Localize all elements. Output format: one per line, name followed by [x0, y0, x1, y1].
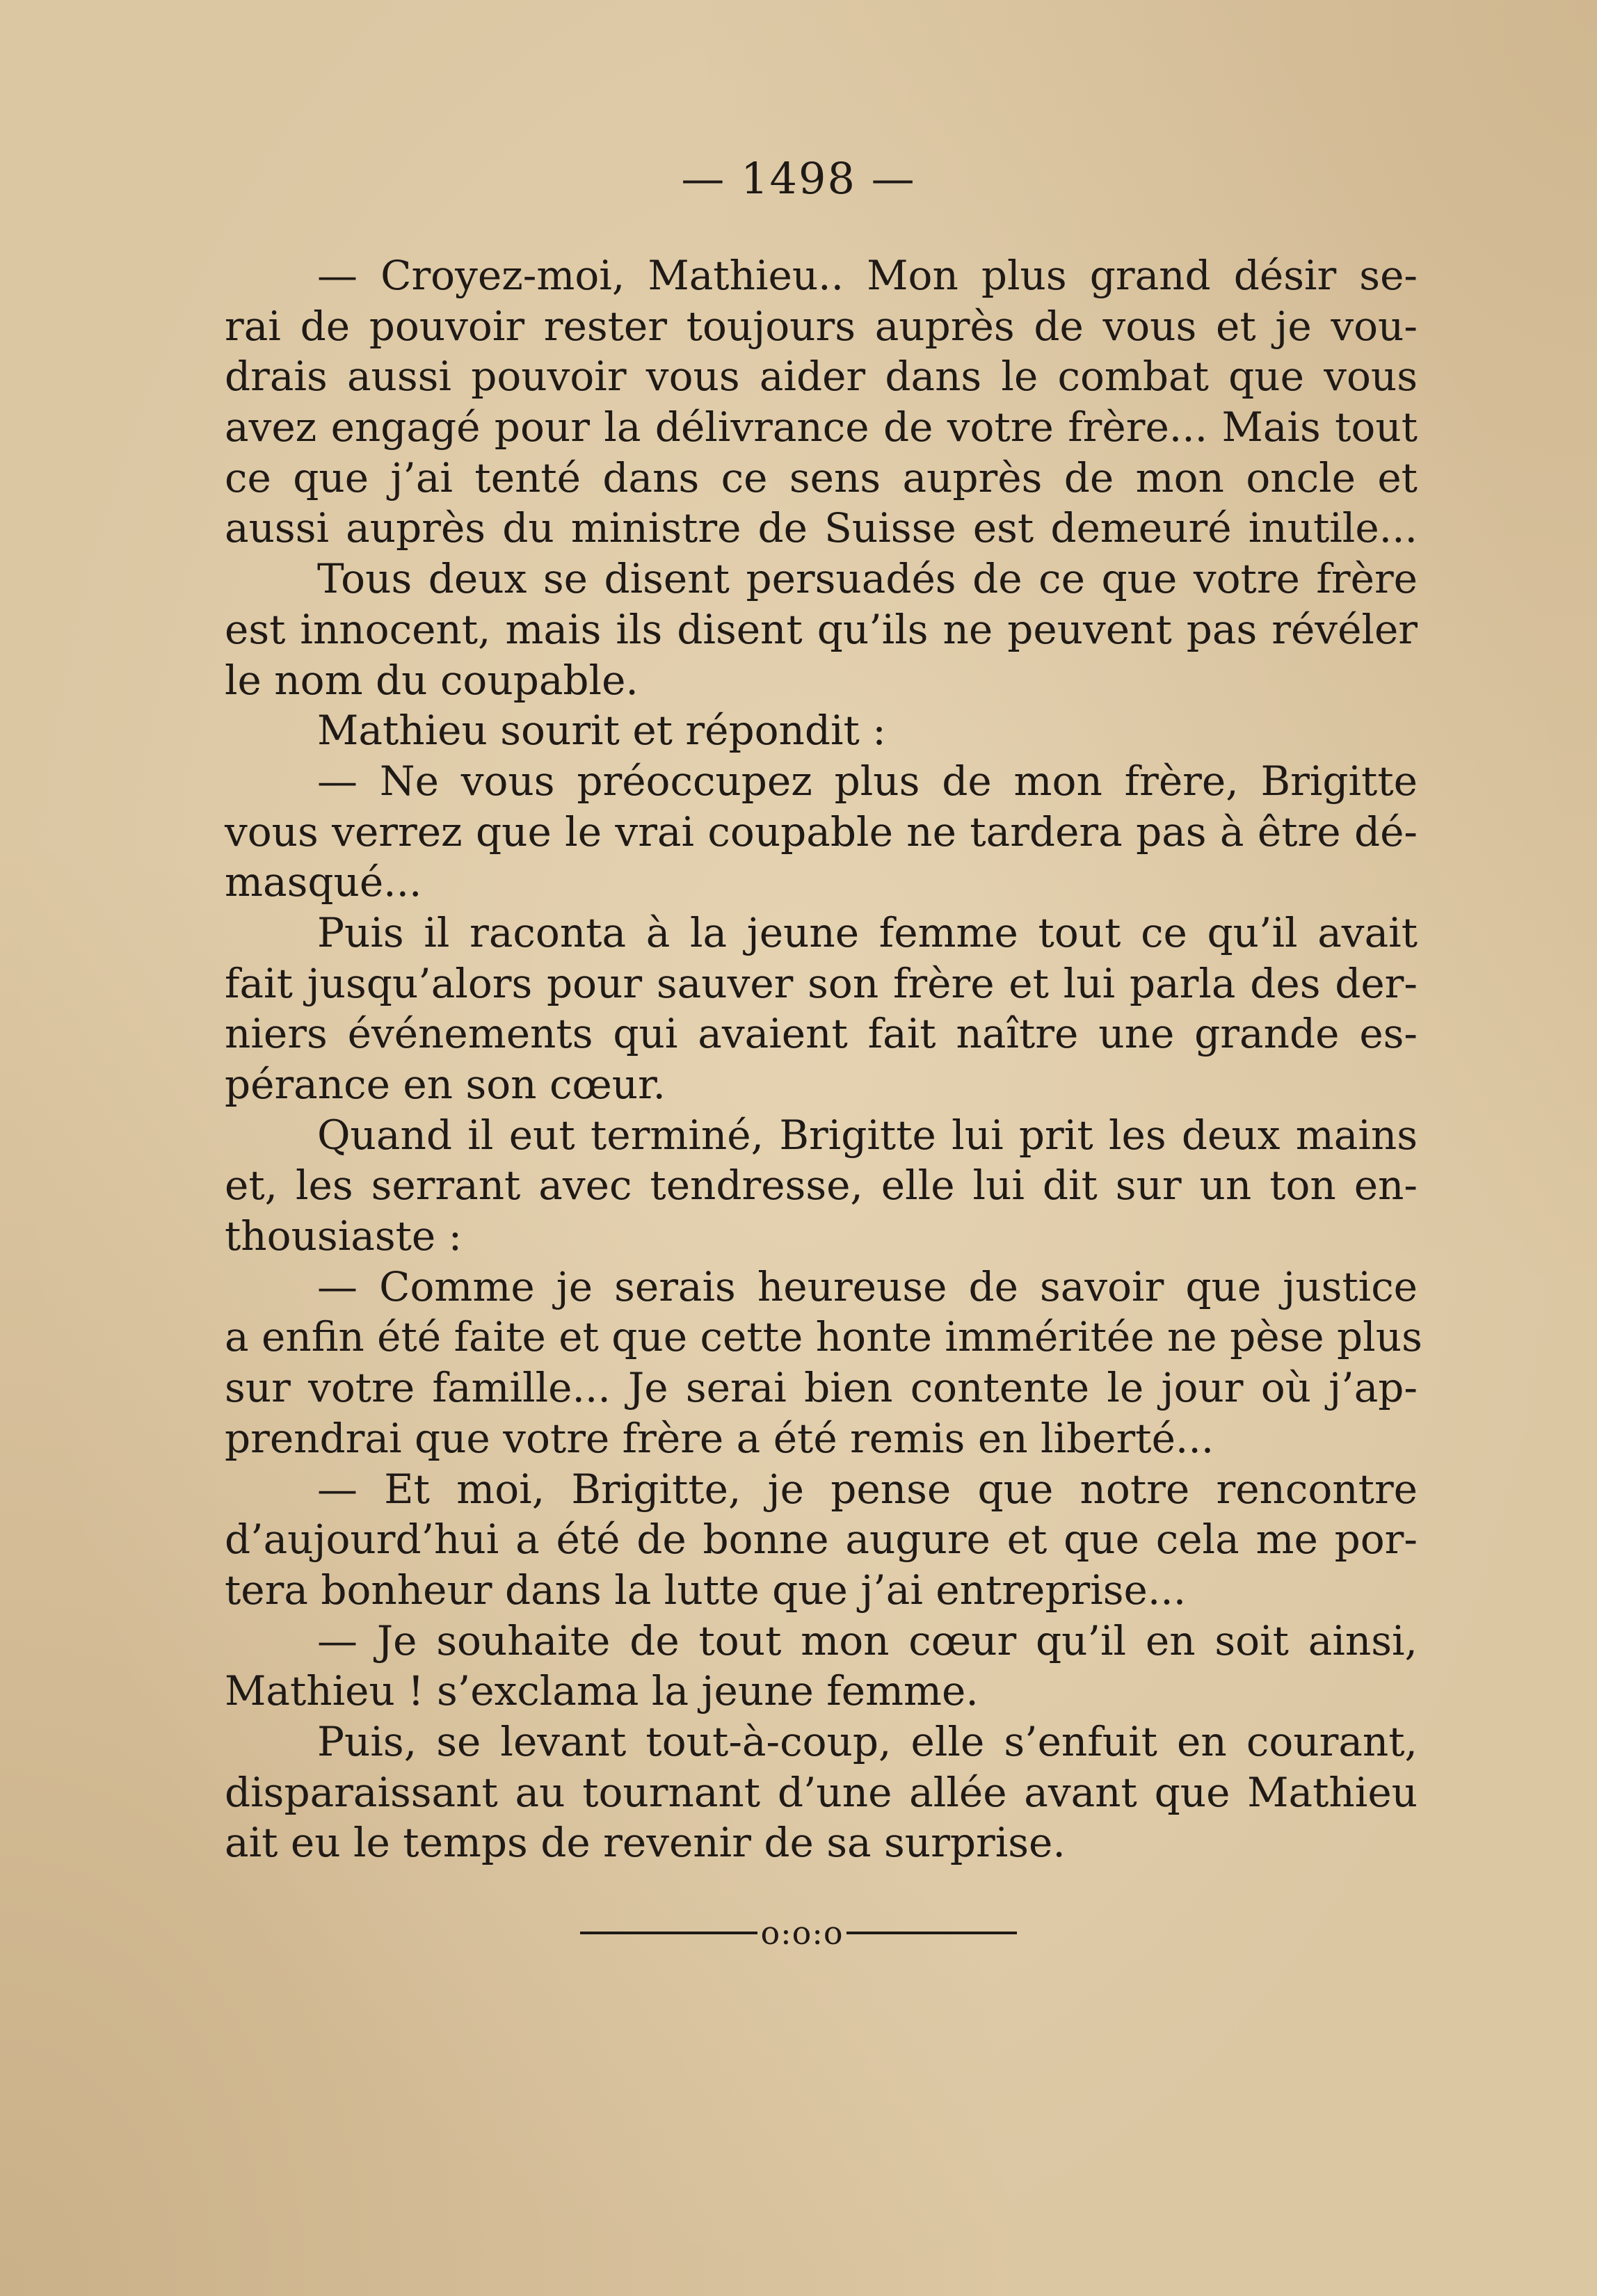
paragraph	[225, 705, 1418, 756]
text-line: ce que j’ai tenté dans ce sens auprès de mon oncle et	[225, 453, 1418, 501]
text-line: niers événements qui avaient fait naître une grande es-	[225, 1010, 1418, 1058]
text-line: et, les serrant avec tendresse, elle lui dit sur un ton en-	[225, 1162, 1418, 1210]
separator-ornament: o:o:o	[760, 1914, 844, 1952]
text-line: avez engagé pour la délivrance de votre frère... Mais tout	[225, 403, 1418, 451]
text-line: d’aujourd’hui a été de bonne augure et que cela me por-	[225, 1516, 1418, 1564]
text-line: masqué...	[225, 858, 422, 906]
text-line: fait jusqu’alors pour sauver son frère et lui parla des der-	[225, 959, 1418, 1007]
text-line: — Je souhaite de tout mon cœur qu’il en soit ainsi,	[317, 1616, 1418, 1664]
paragraph	[225, 1110, 1418, 1262]
text-line: — Et moi, Brigitte, je pense que notre rencontre	[317, 1465, 1418, 1513]
text-line: sur votre famille... Je serai bien contente le jour où j’ap-	[225, 1364, 1418, 1412]
text-line: Tous deux se disent persuadés de ce que votre frère	[317, 555, 1418, 603]
paragraph	[225, 1464, 1418, 1616]
text-line: Mathieu sourit et répondit :	[317, 707, 886, 755]
section-separator	[0, 1909, 1597, 1954]
paragraph	[225, 1262, 1422, 1464]
text-line: — Ne vous préoccupez plus de mon frère, Brigitte	[317, 757, 1418, 805]
text-line: — Croyez-moi, Mathieu.. Mon plus grand désir se-	[317, 252, 1418, 299]
text-line: thousiaste :	[225, 1212, 463, 1260]
text-line: rai de pouvoir rester toujours auprès de vous et je vou-	[225, 302, 1418, 350]
text-line: le nom du coupable.	[225, 656, 639, 704]
text-line: prendrai que votre frère a été remis en liberté...	[225, 1414, 1214, 1462]
page-number: — 1498 —	[681, 153, 916, 204]
body-text	[225, 250, 1422, 1868]
separator-rule-right	[846, 1932, 1017, 1934]
text-line: pérance en son cœur.	[225, 1061, 666, 1108]
text-line: tera bonheur dans la lutte que j’ai entreprise...	[225, 1566, 1187, 1614]
text-line: aussi auprès du ministre de Suisse est demeuré inutile...	[225, 504, 1418, 552]
paragraph	[225, 908, 1418, 1110]
text-line: Puis il raconta à la jeune femme tout ce qu’il avait	[317, 908, 1418, 956]
text-line: — Comme je serais heureuse de savoir que justice	[317, 1262, 1418, 1310]
text-line: ait eu le temps de revenir de sa surprise.	[225, 1819, 1066, 1867]
text-line: est innocent, mais ils disent qu’ils ne peuvent pas révéler	[225, 605, 1418, 653]
paragraph	[225, 1616, 1418, 1717]
text-line: Puis, se levant tout-à-coup, elle s’enfuit en courant,	[317, 1717, 1418, 1765]
paragraph	[225, 250, 1418, 705]
text-line: a enfin été faite et que cette honte imméritée ne pèse plus	[225, 1313, 1422, 1361]
text-line: disparaissant au tournant d’une allée avant que Mathieu	[225, 1768, 1418, 1816]
separator-rule-left	[580, 1932, 757, 1934]
paragraph	[225, 1717, 1418, 1868]
paragraph	[225, 756, 1418, 908]
text-line: Mathieu ! s’exclama la jeune femme.	[225, 1667, 979, 1715]
text-line: drais aussi pouvoir vous aider dans le combat que vous	[225, 353, 1418, 401]
text-line: Quand il eut terminé, Brigitte lui prit les deux mains	[317, 1111, 1418, 1159]
text-line: vous verrez que le vrai coupable ne tardera pas à être dé-	[225, 808, 1418, 856]
